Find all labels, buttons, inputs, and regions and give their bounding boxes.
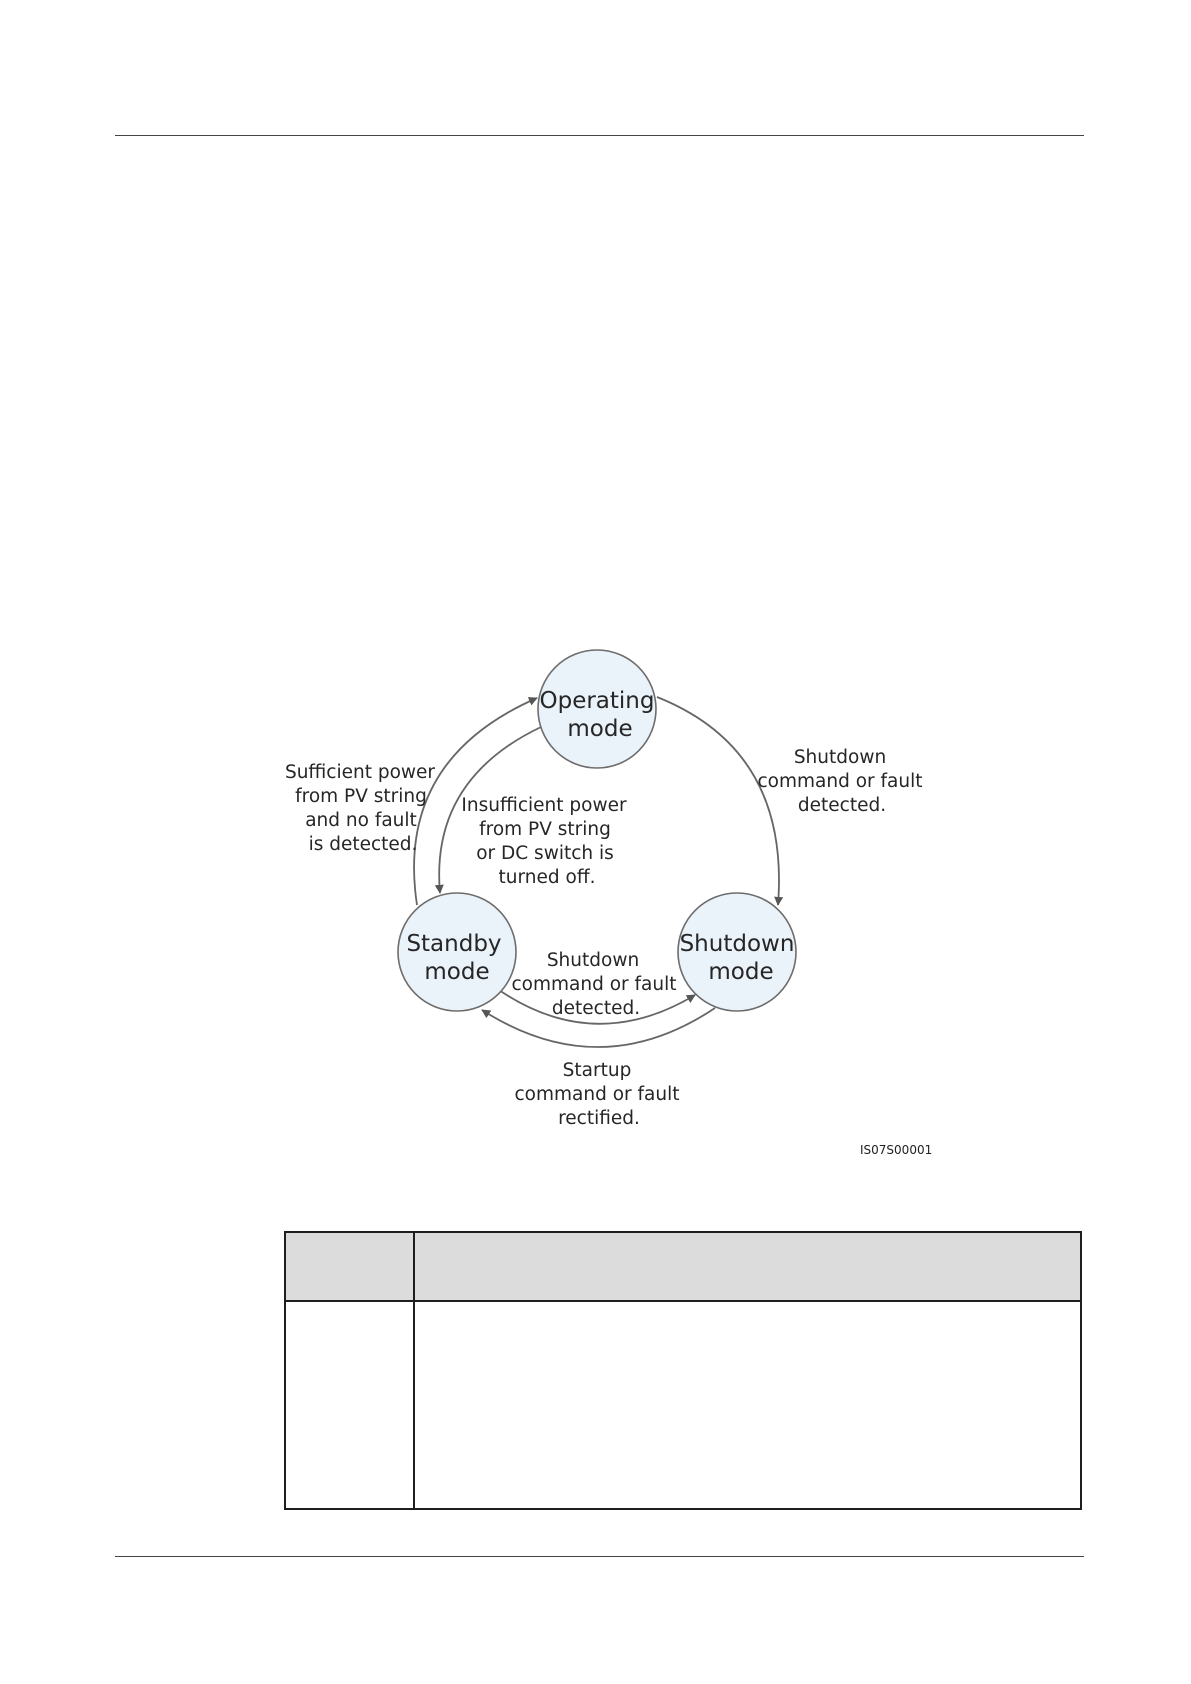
label-line: is detected. [308, 834, 418, 855]
label-standby-to-shutdown [512, 950, 677, 1019]
mode-description-table [284, 1231, 1082, 1510]
label-line: command or fault [757, 771, 923, 792]
label-line: detected. [797, 795, 887, 816]
state-shutdown-line1: Shutdown [679, 931, 795, 957]
table-column-divider [413, 1233, 415, 1508]
label-standby-to-operating [285, 762, 435, 855]
label-operating-to-shutdown [758, 747, 923, 816]
state-operating-line1: Operating [539, 688, 655, 714]
state-operating-mode [538, 650, 656, 768]
label-line: or DC switch is [476, 843, 614, 864]
label-shutdown-to-standby [515, 1060, 680, 1129]
table-header-row [286, 1233, 1080, 1302]
label-line: turned off. [498, 867, 596, 888]
state-standby-line1: Standby [406, 931, 502, 957]
figure-code: IS07S00001 [860, 1143, 933, 1157]
label-line: Insufficient power [461, 795, 627, 816]
state-operating-line2: mode [567, 716, 633, 742]
label-line: from PV string [295, 786, 427, 807]
state-standby-mode [398, 893, 516, 1011]
label-line: command or fault [514, 1084, 680, 1105]
label-line: Sufficient power [284, 762, 436, 783]
label-line: detected. [551, 998, 641, 1019]
label-line: rectified. [558, 1108, 640, 1129]
state-standby-line2: mode [424, 959, 490, 985]
label-operating-to-standby [461, 795, 627, 888]
label-line: Shutdown [793, 747, 887, 768]
footer-rule [115, 1556, 1084, 1557]
label-line: command or fault [511, 974, 677, 995]
arc-operating-to-shutdown [657, 697, 779, 905]
label-line: and no fault [305, 810, 417, 831]
label-line: Startup [562, 1060, 632, 1081]
label-line: from PV string [479, 819, 611, 840]
state-shutdown-mode [678, 893, 796, 1011]
state-shutdown-line2: mode [708, 959, 774, 985]
label-line: Shutdown [546, 950, 640, 971]
